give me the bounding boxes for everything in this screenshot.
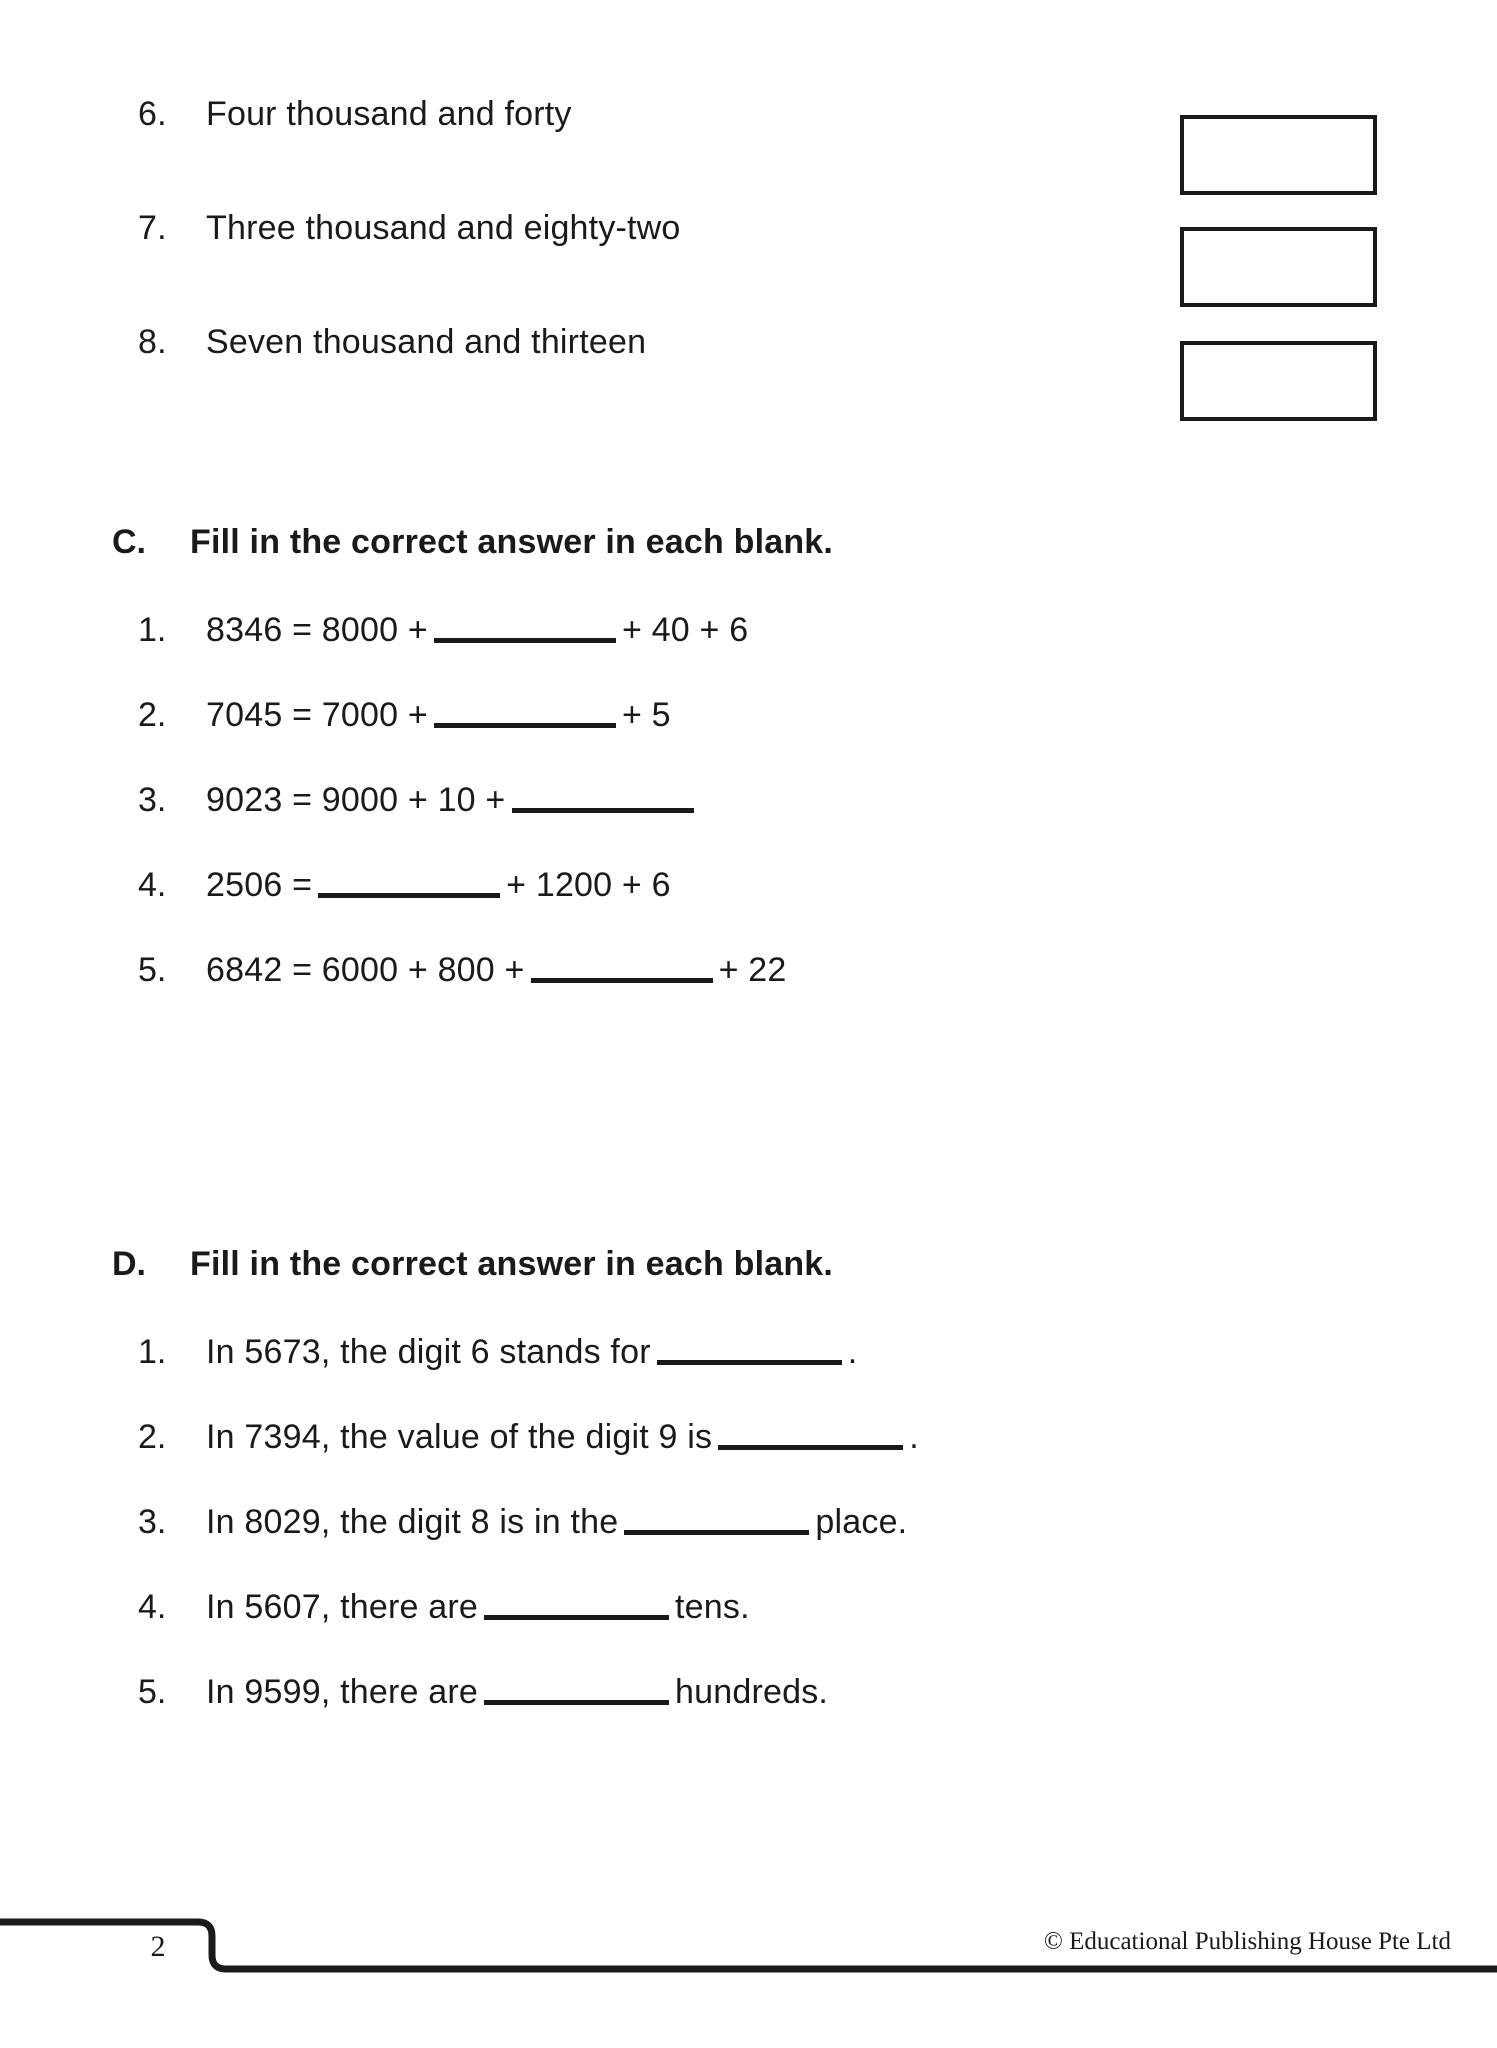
item-body: [206, 948, 787, 992]
fill-blank[interactable]: [434, 612, 616, 643]
expression-after: + 5: [621, 696, 671, 734]
sentence-after: .: [909, 1418, 919, 1456]
section-c-heading: [112, 520, 1412, 564]
list-item: [112, 1670, 1412, 1755]
sentence-before: In 9599, there are: [206, 1673, 479, 1711]
fill-blank[interactable]: [484, 1589, 669, 1620]
list-item: [112, 1415, 1412, 1500]
sentence-after: .: [847, 1333, 858, 1371]
expression-before: 8346 = 8000 +: [206, 611, 428, 649]
section-instruction: Fill in the correct answer in each blank.: [190, 1245, 834, 1283]
sentence-before: In 7394, the value of the digit 9 is: [206, 1418, 713, 1456]
expression-after: + 1200 + 6: [506, 866, 671, 904]
list-item: [112, 608, 1412, 693]
question-row: [138, 320, 1138, 434]
section-d-items: [112, 1330, 1412, 1755]
fill-blank[interactable]: [718, 1419, 903, 1450]
fill-blank[interactable]: [512, 782, 694, 813]
section-d-heading: [112, 1242, 1412, 1286]
section-d: [112, 1242, 1412, 1755]
section-c-items: [112, 608, 1412, 1033]
item-number: 5.: [138, 951, 167, 989]
answer-box-6[interactable]: [1180, 115, 1377, 195]
item-body: [206, 608, 748, 652]
item-number: 5.: [138, 1673, 167, 1711]
list-item: [112, 948, 1412, 1033]
sentence-before: In 8029, the digit 8 is in the: [206, 1503, 619, 1541]
list-item: [112, 1585, 1412, 1670]
list-item: [112, 863, 1412, 948]
item-body: [206, 1500, 907, 1544]
sentence-before: In 5607, there are: [206, 1588, 479, 1626]
item-number: 3.: [138, 781, 167, 819]
list-item: [112, 1500, 1412, 1585]
answer-box-7[interactable]: [1180, 227, 1377, 307]
item-body: [206, 778, 700, 822]
expression-after: + 22: [718, 951, 787, 989]
item-body: [206, 1670, 828, 1714]
item-number: 4.: [138, 866, 167, 904]
item-number: 3.: [138, 1503, 167, 1541]
item-body: [206, 1330, 857, 1374]
item-number: 2.: [138, 1418, 167, 1456]
answer-box-8[interactable]: [1180, 341, 1377, 421]
fill-blank[interactable]: [434, 697, 616, 728]
fill-blank[interactable]: [531, 952, 713, 983]
question-row: [138, 92, 1138, 206]
expression-before: 9023 = 9000 + 10 +: [206, 781, 506, 819]
list-item: [112, 778, 1412, 863]
sentence-after: place.: [815, 1503, 908, 1541]
fill-blank[interactable]: [484, 1674, 669, 1705]
expression-before: 2506 =: [206, 866, 313, 904]
sentence-after: tens.: [675, 1588, 750, 1626]
expression-before: 6842 = 6000 + 800 +: [206, 951, 525, 989]
item-number: 4.: [138, 1588, 167, 1626]
item-body: [206, 693, 671, 737]
question-text: Four thousand and forty: [206, 95, 572, 133]
list-item: [112, 693, 1412, 778]
section-letter: C.: [112, 523, 146, 561]
section-instruction: Fill in the correct answer in each blank.: [190, 523, 834, 561]
section-letter: D.: [112, 1245, 146, 1283]
item-body: [206, 1585, 750, 1629]
copyright-notice: © Educational Publishing House Pte Ltd: [1043, 1928, 1451, 1955]
item-body: [206, 1415, 919, 1459]
question-number: 8.: [138, 323, 167, 361]
fill-blank[interactable]: [624, 1504, 809, 1535]
item-body: [206, 863, 671, 907]
section-c: [112, 520, 1412, 1033]
page-number: 2: [150, 1930, 166, 1963]
item-number: 1.: [138, 1333, 167, 1371]
carryover-question-list: [138, 92, 1138, 434]
sentence-after: hundreds.: [675, 1673, 829, 1711]
item-number: 1.: [138, 611, 167, 649]
list-item: [112, 1330, 1412, 1415]
question-number: 7.: [138, 209, 167, 247]
expression-before: 7045 = 7000 +: [206, 696, 428, 734]
question-text: Three thousand and eighty-two: [206, 209, 681, 247]
expression-after: + 40 + 6: [621, 611, 749, 649]
fill-blank[interactable]: [318, 867, 500, 898]
item-number: 2.: [138, 696, 167, 734]
question-number: 6.: [138, 95, 167, 133]
question-row: [138, 206, 1138, 320]
fill-blank[interactable]: [657, 1334, 842, 1365]
question-text: Seven thousand and thirteen: [206, 323, 647, 361]
sentence-before: In 5673, the digit 6 stands for: [206, 1333, 651, 1371]
